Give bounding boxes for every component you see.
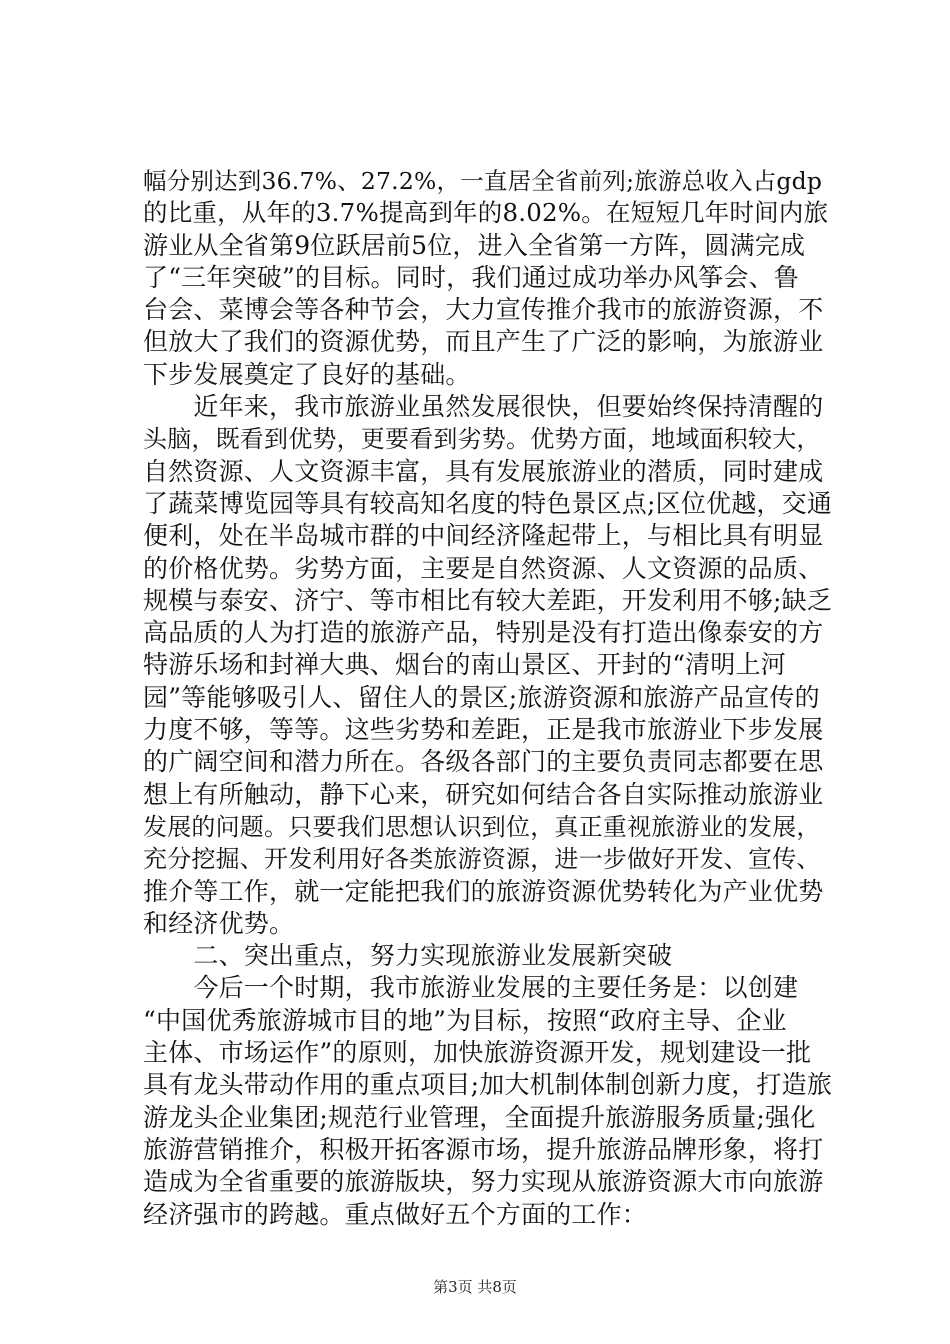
text-line: 今后一个时期，我市旅游业发展的主要任务是：以创建 <box>143 973 799 1003</box>
text-line: 台会、菜博会等各种节会，大力宣传推介我市的旅游资源，不 <box>143 295 824 325</box>
document-body <box>143 165 833 1231</box>
text-line: “中国优秀旅游城市目的地”为目标，按照“政府主导、企业 <box>143 1005 787 1035</box>
page-footer: 第3页 共8页 <box>433 1278 517 1296</box>
text-line: 力度不够，等等。这些劣势和差距，正是我市旅游业下步发展 <box>143 715 824 745</box>
text-line: 园”等能够吸引人、留住人的景区;旅游资源和旅游产品宣传的 <box>143 682 820 712</box>
text-line: 主体、市场运作”的原则，加快旅游资源开发，规划建设一批 <box>143 1038 812 1068</box>
text-line: 下步发展奠定了良好的基础。 <box>143 359 471 389</box>
text-line: 具有龙头带动作用的重点项目;加大机制体制创新力度，打造旅 <box>143 1070 833 1100</box>
text-line: 旅游营销推介，积极开拓客源市场，提升旅游品牌形象，将打 <box>143 1134 824 1164</box>
text-line: 自然资源、人文资源丰富，具有发展旅游业的潜质，同时建成 <box>143 456 824 486</box>
text-line: 近年来，我市旅游业虽然发展很快，但要始终保持清醒的 <box>143 392 824 422</box>
text-line: 了“三年突破”的目标。同时，我们通过成功举办风筝会、鲁 <box>143 262 799 292</box>
text-line: 头脑，既看到优势，更要看到劣势。优势方面，地域面积较大， <box>143 425 821 454</box>
text-line: 游龙头企业集团;规范行业管理，全面提升旅游服务质量;强化 <box>143 1102 816 1132</box>
text-line: 便利，处在半岛城市群的中间经济隆起带上，与相比具有明显 <box>143 521 824 551</box>
text-line: 造成为全省重要的旅游版块，努力实现从旅游资源大市向旅游 <box>143 1167 824 1197</box>
text-line: 想上有所触动，静下心来，研究如何结合各自实际推动旅游业 <box>143 779 824 809</box>
text-line: 推介等工作，就一定能把我们的旅游资源优势转化为产业优势 <box>143 876 824 906</box>
text-line: 二、突出重点，努力实现旅游业发展新突破 <box>143 941 673 971</box>
text-line: 的广阔空间和潜力所在。各级各部门的主要负责同志都要在思 <box>143 747 824 777</box>
text-line: 规模与泰安、济宁、等市相比有较大差距，开发利用不够;缺乏 <box>143 585 833 615</box>
text-line: 发展的问题。只要我们思想认识到位，真正重视旅游业的发展， <box>143 812 821 841</box>
text-line: 游业从全省第9位跃居前5位，进入全省第一方阵，圆满完成 <box>143 230 806 260</box>
text-line: 和经济优势。 <box>143 908 295 938</box>
text-line: 幅分别达到36.7%、27.2%，一直居全省前列;旅游总收入占gdp <box>143 167 823 195</box>
text-line: 经济强市的跨越。重点做好五个方面的工作： <box>143 1199 648 1229</box>
text-line: 充分挖掘、开发利用好各类旅游资源，进一步做好开发、宣传、 <box>143 845 821 874</box>
text-line: 特游乐场和封禅大典、烟台的南山景区、开封的“清明上河 <box>143 650 786 680</box>
text-line: 的比重，从年的3.7%提高到年的8.02%。在短短几年时间内旅 <box>143 198 829 228</box>
text-line: 了蔬菜博览园等具有较高知名度的特色景区点;区位优越，交通 <box>143 488 833 518</box>
text-line: 高品质的人为打造的旅游产品，特别是没有打造出像泰安的方 <box>143 618 824 648</box>
text-line: 但放大了我们的资源优势，而且产生了广泛的影响，为旅游业 <box>143 327 824 357</box>
text-line: 的价格优势。劣势方面，主要是自然资源、人文资源的品质、 <box>143 553 824 583</box>
